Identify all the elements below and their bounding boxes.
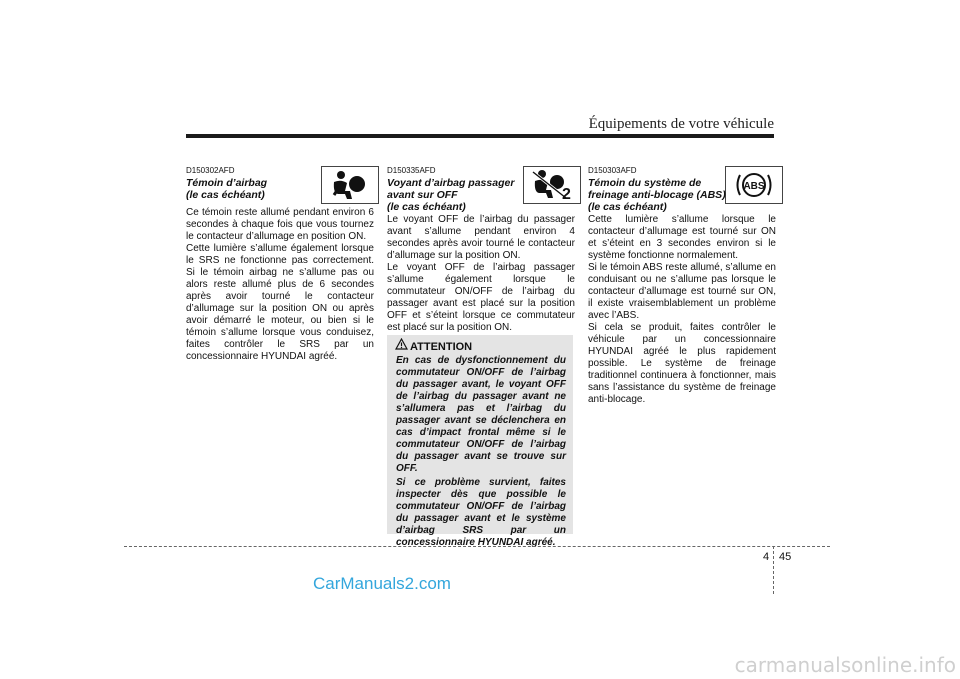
paragraph: Cette lumière s’allume également lorsque le SRS ne fonctionne pas correctement. Si le témoin airbag ne s’allume pas ou alors reste allumé plus de 6 secondes après avoir tourné le contacteur d’allumage sur la position ON ou après avoir démarré le moteur, ou bien si le témoin s’allume lorsque vous conduisez, faites contrôler le SRS par un concessionnaire HYUNDAI agréé.	[186, 243, 374, 362]
attention-paragraph: Si ce problème survient, faites inspecter dès que possible le commutateur ON/OFF de l’airbag du passager avant et le système d’airbag SRS par un concessionnaire HYUNDAI agréé.	[396, 477, 566, 548]
heading-line: (le cas échéant)	[588, 201, 667, 213]
page-number: 45	[779, 551, 792, 563]
attention-paragraph: En cas de dysfonctionnement du commutateur ON/OFF de l’airbag du passager avant, le voyant OFF de l’airbag du passager avant ne s’allumera pas et l’airbag du passager avant se déclenchera en cas d’impact frontal même si le commutateur ON/OFF de l’airbag du passager avant se trouve sur OFF.	[396, 355, 566, 474]
column-passenger-airbag	[387, 166, 575, 334]
heading-line: Témoin du système de	[588, 177, 702, 189]
section-code: D150302AFD	[186, 166, 235, 175]
site-watermark-link[interactable]: CarManuals2.com	[313, 574, 451, 593]
column-abs	[588, 166, 776, 406]
heading-line: Voyant d’airbag passager	[387, 177, 515, 189]
page-number-divider	[773, 546, 774, 594]
paragraph: Ce témoin reste allumé pendant environ 6 secondes à chaque fois que vous tournez le contacteur d’allumage en position ON.	[186, 207, 374, 242]
attention-body	[396, 355, 566, 551]
heading-line: (le cas échéant)	[186, 189, 265, 201]
footer-rule	[124, 546, 830, 547]
paragraph: Si cela se produit, faites contrôler le véhicule par un concessionnaire HYUNDAI agréé le plus rapidement possible. Le système de freinage traditionnel continuera à fonctionner, mais sans l’assistance du système de freinage anti-blocage.	[588, 322, 776, 405]
section-heading	[588, 177, 776, 213]
chapter-number: 4	[763, 551, 770, 563]
abs-icon-label: ABS	[743, 181, 765, 192]
section-heading	[186, 177, 374, 201]
heading-line: Témoin d’airbag	[186, 177, 268, 189]
paragraph: Cette lumière s’allume lorsque le contacteur d’allumage est tourné sur ON et s’éteint en 3 secondes environ si le système fonctionne normalement.	[588, 214, 776, 261]
icon-digit: 2	[562, 186, 571, 201]
footer-watermark: carmanualsonline.info	[734, 653, 956, 677]
section-heading	[387, 177, 575, 213]
paragraph: Si le témoin ABS reste allumé, s’allume en conduisant ou ne s’allume pas lorsque le contacteur d’allumage est tourné sur ON, il existe vraisemblablement un problème avec l’ABS.	[588, 262, 776, 321]
heading-line: avant sur OFF	[387, 189, 458, 201]
page-header-title: Équipements de votre véhicule	[588, 116, 774, 132]
section-code: D150303AFD	[588, 166, 637, 175]
header-rule	[186, 134, 774, 138]
section-code: D150335AFD	[387, 166, 436, 175]
attention-title: ATTENTION	[410, 341, 473, 353]
heading-line: freinage anti-blocage (ABS)	[588, 189, 726, 201]
warning-triangle-icon	[395, 338, 408, 350]
paragraph: Le voyant OFF de l’airbag passager s’allume également lorsque le commutateur ON/OFF de l’airbag du passager avant est placé sur la position OFF et s’éteint lorsque ce commutateur est placé sur la position ON.	[387, 262, 575, 333]
heading-line: (le cas échéant)	[387, 201, 466, 213]
column-airbag	[186, 166, 374, 363]
paragraph: Le voyant OFF de l’airbag du passager avant s’allume pendant environ 4 secondes après avoir tourné le contacteur d’allumage sur la position ON.	[387, 214, 575, 261]
